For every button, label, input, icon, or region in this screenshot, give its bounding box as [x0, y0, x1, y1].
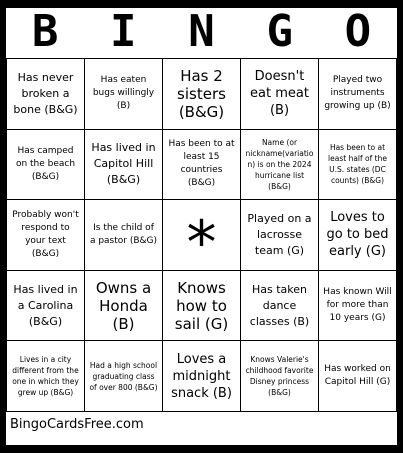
- bingo-cell[interactable]: [7, 130, 85, 201]
- header-letter-g: G: [266, 6, 293, 57]
- bingo-cell[interactable]: [7, 271, 85, 342]
- cell-text: Doesn't eat meat (B): [250, 69, 309, 119]
- cell-text: Loves to go to bed early (G): [326, 210, 389, 260]
- bingo-cell[interactable]: [7, 200, 85, 271]
- cell-text: Has lived in Capitol Hill (B&G): [91, 141, 156, 187]
- bingo-cell[interactable]: [241, 271, 319, 342]
- cell-text: Name (or nickname(variation) is on the 2024 hurricane list (B&G): [245, 137, 314, 191]
- bingo-cell[interactable]: [7, 341, 85, 412]
- bingo-cell[interactable]: [241, 341, 319, 412]
- header-letter-i: I: [110, 6, 137, 57]
- free-space-star-icon: *: [186, 208, 217, 271]
- bingo-cell[interactable]: [85, 130, 163, 201]
- header-letter-o: O: [344, 6, 372, 57]
- header-letter-b: B: [31, 6, 59, 57]
- free-space-cell[interactable]: [163, 200, 241, 271]
- cell-text: Knows Valerie's childhood favorite Disney princess (B&G): [245, 355, 314, 398]
- cell-text: Lives in a city different from the one in which they grew up (B&G): [12, 355, 79, 398]
- bingo-header: [6, 8, 397, 56]
- bingo-cell[interactable]: [85, 341, 163, 412]
- cell-text: Has never broken a bone (B&G): [13, 70, 78, 116]
- cell-text: Has eaten bugs willingly (B): [92, 75, 155, 112]
- cell-text: Owns a Honda (B): [95, 278, 152, 333]
- bingo-cell[interactable]: [319, 59, 397, 130]
- bingo-cell[interactable]: [241, 59, 319, 130]
- cell-text: Has camped on the beach (B&G): [15, 145, 76, 182]
- bingo-cell[interactable]: [163, 341, 241, 412]
- cell-text: Is the child of a pastor (B&G): [89, 222, 158, 246]
- bingo-cell[interactable]: [319, 271, 397, 342]
- cell-text: Had a high school graduating class of over 800 (B&G): [89, 360, 158, 392]
- bingo-card: [6, 8, 397, 445]
- bingo-cell[interactable]: [163, 271, 241, 342]
- bingo-cell[interactable]: [163, 130, 241, 201]
- bingo-cell[interactable]: [163, 59, 241, 130]
- cell-text: Has been to at least half of the U.S. states (DC counts) (B&G): [328, 143, 387, 186]
- bingo-cell[interactable]: [85, 271, 163, 342]
- bingo-cell[interactable]: [85, 59, 163, 130]
- bingo-cell[interactable]: [319, 200, 397, 271]
- bingo-cell[interactable]: [241, 130, 319, 201]
- bingo-cell[interactable]: [85, 200, 163, 271]
- cell-text: Probably won't respond to your text (B&G): [12, 209, 79, 259]
- bingo-cell[interactable]: [7, 59, 85, 130]
- header-letter-n: N: [188, 6, 215, 57]
- cell-text: Has lived in a Carolina (B&G): [13, 282, 78, 328]
- cell-text: Played two instruments growing up (B): [324, 75, 391, 112]
- bingo-grid: [6, 58, 397, 412]
- cell-text: Played on a lacrosse team (G): [247, 211, 312, 257]
- site-credit: BingoCardsFree.com: [10, 417, 144, 432]
- cell-text: Loves a midnight snack (B): [171, 351, 232, 401]
- bingo-cell[interactable]: [319, 130, 397, 201]
- cell-text: Knows how to sail (G): [174, 278, 229, 333]
- cell-text: Has 2 sisters (B&G): [177, 66, 226, 121]
- cell-text: Has been to at least 15 countries (B&G): [168, 139, 235, 189]
- cell-text: Has known Will for more than 10 years (G): [323, 287, 392, 324]
- bingo-cell[interactable]: [319, 341, 397, 412]
- cell-text: Has taken dance classes (B): [249, 282, 310, 328]
- bingo-cell[interactable]: [241, 200, 319, 271]
- cell-text: Has worked on Capitol Hill (G): [324, 364, 391, 388]
